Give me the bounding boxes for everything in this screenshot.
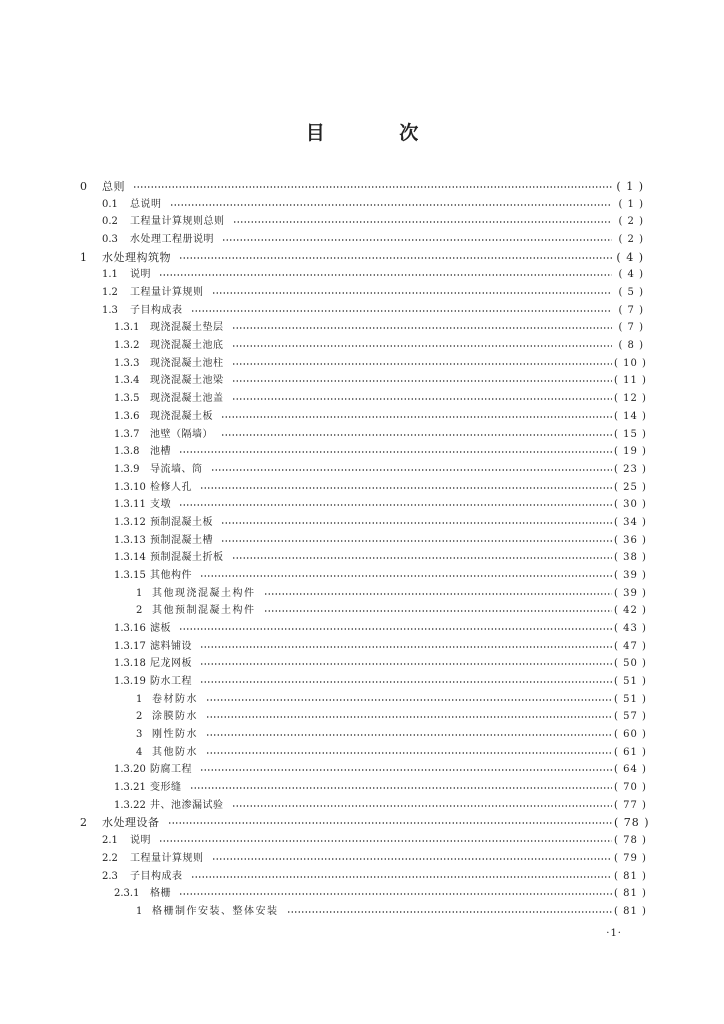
toc-entry-page: ( 78 ) [614,816,650,830]
toc-entry-page: ( 7 ) [618,304,644,316]
toc-leader-dots [200,480,612,496]
toc-entry-number: 3 [136,729,143,741]
toc-entry-page: ( 2 ) [618,234,644,246]
toc-leader-dots [222,232,612,248]
toc-entry-title: 尼龙网板 [150,658,192,670]
toc-entry-number: 1.3.9 [114,463,140,475]
page-number-footer: ·1· [606,928,622,939]
toc-entry[interactable] [0,815,724,831]
toc-entry-title: 检修人孔 [150,481,192,493]
toc-leader-dots [200,568,612,584]
toc-leader-dots [206,709,612,725]
toc-entry[interactable] [0,250,724,266]
toc-entry-page: ( 34 ) [614,516,647,528]
toc-entry-page: ( 2 ) [618,216,644,228]
toc-leader-dots [200,656,612,672]
toc-entry-number: 2.3 [102,870,118,882]
toc-entry-page: ( 81 ) [614,870,647,882]
toc-entry[interactable] [0,639,724,655]
page-title: 目 次 [305,122,453,144]
toc-entry[interactable] [0,515,724,531]
toc-entry[interactable] [0,762,724,778]
toc-leader-dots [221,533,612,549]
toc-leader-dots [232,373,612,389]
toc-entry-title: 卷材防水 [152,693,198,705]
toc-entry[interactable] [0,656,724,672]
toc-entry-number: 1 [136,587,143,599]
toc-entry-page: ( 43 ) [614,623,647,634]
toc-entry[interactable] [0,320,724,336]
toc-entry-page: ( 42 ) [614,605,647,617]
toc-entry-title: 工程量计算规则 [130,287,204,299]
toc-entry-title: 说明 [130,269,151,281]
toc-entry-number: 1.3.22 [114,799,146,811]
toc-entry-page: ( 61 ) [614,746,647,758]
toc-entry-page: ( 64 ) [614,764,647,776]
toc-entry[interactable] [0,391,724,407]
toc-entry-title: 现浇混凝土垫层 [150,322,224,334]
toc-entry[interactable] [0,603,724,619]
toc-entry-number: 1.3.18 [114,658,146,670]
toc-entry-page: ( 7 ) [618,322,644,334]
toc-leader-dots [232,550,612,566]
toc-entry-title: 支墩 [150,499,171,511]
toc-entry-number: 1.1 [102,269,118,281]
toc-entry-title: 其他构件 [150,569,192,581]
toc-leader-dots [159,833,612,849]
toc-entry-number: 1.3.10 [114,481,146,493]
toc-entry[interactable] [0,409,724,425]
toc-entry-title: 涂膜防水 [152,711,198,723]
toc-entry[interactable] [0,179,724,195]
toc-entry-title: 井、池渗漏试验 [150,799,224,811]
toc-entry-number: 1.3.21 [114,782,146,794]
toc-entry-title: 现浇混凝土池盖 [150,393,224,405]
toc-leader-dots [200,639,612,655]
toc-entry-title: 滤料铺设 [150,640,192,652]
toc-entry[interactable] [0,462,724,478]
toc-entry-title: 总则 [102,180,125,193]
toc-entry-title: 工程量计算规则 [130,852,204,864]
toc-leader-dots [159,267,612,283]
toc-leader-dots [233,214,612,230]
toc-leader-dots [206,745,612,761]
toc-leader-dots [200,762,612,778]
toc-leader-dots [221,409,612,425]
toc-entry-page: ( 39 ) [614,587,647,599]
toc-entry[interactable] [0,780,724,796]
toc-entry-title: 变形缝 [150,782,182,794]
toc-entry[interactable] [0,568,724,584]
toc-entry-title: 其他防水 [152,746,198,758]
toc-entry[interactable] [0,674,724,690]
toc-entry-title: 预制混凝土槽 [150,534,213,546]
toc-leader-dots [264,586,612,602]
toc-entry-number: 1.3.3 [114,357,140,369]
toc-entry-number: 1.2 [102,287,118,299]
toc-entry[interactable] [0,886,724,902]
toc-entry[interactable] [0,833,724,849]
toc-entry-number: 0.2 [102,216,118,228]
toc-entry-number: 2.3.1 [114,888,140,900]
toc-entry-page: ( 4 ) [618,269,644,281]
toc-entry-number: 1.3.20 [114,764,146,776]
toc-leader-dots [212,851,612,867]
toc-entry[interactable] [0,427,724,443]
toc-leader-dots [170,197,612,213]
toc-leader-dots [179,444,612,460]
toc-entry-page: ( 81 ) [614,905,647,917]
toc-leader-dots [206,727,612,743]
toc-entry-number: 0 [80,180,87,193]
toc-entry-page: ( 30 ) [614,499,647,511]
toc-entry[interactable] [0,851,724,867]
toc-entry-page: ( 5 ) [618,287,644,299]
toc-entry[interactable] [0,373,724,389]
toc-entry-page: ( 10 ) [614,357,647,369]
toc-entry[interactable] [0,214,724,230]
toc-entry-page: ( 51 ) [614,676,647,688]
toc-leader-dots [179,250,612,266]
toc-entry-page: ( 11 ) [614,375,647,387]
toc-entry-title: 现浇混凝土池梁 [150,375,224,387]
toc-entry-number: 1 [136,905,143,917]
toc-entry[interactable] [0,497,724,513]
toc-entry-page: ( 23 ) [614,463,647,475]
toc-entry-number: 1.3.19 [114,676,146,688]
toc-leader-dots [232,391,612,407]
toc-leader-dots [287,904,612,920]
toc-entry-number: 1 [136,693,143,705]
toc-entry-number: 2 [80,816,87,830]
toc-entry-title: 其他预制混凝土构件 [152,605,256,617]
toc-entry[interactable] [0,533,724,549]
toc-entry-number: 2 [136,605,143,617]
toc-entry-page: ( 60 ) [614,729,647,741]
toc-leader-dots [221,427,612,443]
toc-entry-number: 1.3.8 [114,446,140,458]
toc-leader-dots [190,780,612,796]
toc-entry-title: 水处理工程册说明 [130,234,214,246]
toc-leader-dots [232,338,612,354]
toc-leader-dots [212,285,612,301]
toc-entry-number: 1.3.6 [114,410,140,422]
toc-entry-page: ( 79 ) [614,852,647,864]
toc-entry-page: ( 50 ) [614,658,647,670]
toc-entry[interactable] [0,267,724,283]
toc-entry-title: 预制混凝土板 [150,516,213,528]
toc-entry-number: 1.3.15 [114,569,146,581]
toc-entry-page: ( 12 ) [614,393,647,405]
toc-leader-dots [264,603,612,619]
toc-leader-dots [168,815,612,831]
toc-entry-title: 现浇混凝土板 [150,410,213,422]
toc-entry-page: ( 1 ) [618,198,644,210]
toc-entry[interactable] [0,869,724,885]
toc-entry-title: 说明 [130,835,151,847]
toc-entry-title: 池壁（隔墙） [150,428,213,440]
toc-entry-number: 1.3.17 [114,640,146,652]
toc-entry-page: ( 77 ) [614,799,647,811]
toc-entry-page: ( 57 ) [614,711,647,723]
toc-entry-page: ( 70 ) [614,782,647,794]
toc-leader-dots [191,303,612,319]
toc-entry[interactable] [0,550,724,566]
toc-entry-title: 刚性防水 [152,729,198,741]
toc-entry[interactable] [0,232,724,248]
toc-leader-dots [232,320,612,336]
toc-entry-page: ( 8 ) [618,340,644,352]
toc-entry-number: 1.3.14 [114,552,146,564]
toc-entry-number: 1 [80,250,87,264]
toc-entry[interactable] [0,480,724,496]
toc-leader-dots [232,356,612,372]
toc-entry-title: 防腐工程 [150,764,192,776]
toc-entry-number: 2.2 [102,852,118,864]
toc-entry[interactable] [0,709,724,725]
toc-entry-page: ( 39 ) [614,569,647,581]
toc-entry-title: 总说明 [130,198,162,210]
toc-entry[interactable] [0,745,724,761]
toc-entry-number: 4 [136,746,143,758]
toc-entry-page: ( 47 ) [614,640,647,652]
toc-entry-number: 1.3.13 [114,534,146,546]
toc-entry-number: 1.3.2 [114,340,140,352]
toc-entry-number: 0.3 [102,234,118,246]
toc-entry[interactable] [0,621,724,637]
toc-entry-title: 池槽 [150,446,171,458]
toc-entry-page: ( 15 ) [614,428,647,440]
toc-entry-number: 0.1 [102,198,118,210]
toc-entry-title: 预制混凝土折板 [150,552,224,564]
toc-entry-number: 1.3.7 [114,428,140,440]
toc-entry[interactable] [0,727,724,743]
toc-entry-number: 1.3.4 [114,375,140,387]
toc-entry[interactable] [0,444,724,460]
toc-entry[interactable] [0,586,724,602]
toc-leader-dots [179,886,612,902]
toc-entry-title: 格栅 [150,888,171,900]
toc-entry-title: 现浇混凝土池柱 [150,357,224,369]
toc-entry-page: ( 36 ) [614,534,647,546]
toc-entry-page: ( 1 ) [616,180,644,193]
toc-entry-number: 1.3.1 [114,322,140,334]
toc-entry[interactable] [0,798,724,814]
toc-entry-number: 1.3.5 [114,393,140,405]
toc-entry-title: 水处理设备 [102,816,160,830]
toc-entry[interactable] [0,303,724,319]
toc-entry-page: ( 81 ) [614,888,647,900]
toc-entry-number: 1.3 [102,304,118,316]
toc-entry-title: 水处理构筑物 [102,250,171,264]
toc-entry-title: 导流墙、筒 [150,463,203,475]
toc-entry[interactable] [0,338,724,354]
toc-entry-page: ( 19 ) [614,446,647,458]
toc-entry-number: 1.3.16 [114,623,146,634]
toc-leader-dots [133,179,612,195]
toc-leader-dots [191,869,612,885]
toc-leader-dots [200,674,612,690]
toc-leader-dots [232,798,612,814]
toc-leader-dots [179,497,612,513]
toc-entry-title: 现浇混凝土池底 [150,340,224,352]
toc-entry-page: ( 38 ) [614,552,647,564]
toc-entry[interactable] [0,904,724,920]
toc-entry-page: ( 4 ) [616,250,644,264]
toc-entry-title: 防水工程 [150,676,192,688]
toc-entry-page: ( 51 ) [614,693,647,705]
toc-entry-title: 其他现浇混凝土构件 [152,587,256,599]
toc-entry-page: ( 25 ) [614,481,647,493]
toc-entry[interactable] [0,197,724,213]
toc-entry-number: 2.1 [102,835,118,847]
toc-entry-title: 格栅制作安装、整体安装 [152,905,279,917]
toc-entry[interactable] [0,692,724,708]
toc-leader-dots [206,692,612,708]
toc-entry-page: ( 78 ) [614,835,647,847]
toc-entry-page: ( 14 ) [614,410,647,422]
toc-entry-title: 子目构成表 [130,304,183,316]
toc-leader-dots [211,462,612,478]
toc-entry[interactable] [0,285,724,301]
toc-entry-title: 滤板 [150,623,171,634]
toc-entry-number: 1.3.12 [114,516,146,528]
toc-leader-dots [221,515,612,531]
toc-entry-number: 1.3.11 [114,499,146,511]
toc-entry-title: 子目构成表 [130,870,183,882]
toc-leader-dots [179,621,612,637]
toc-entry-title: 工程量计算规则总则 [130,216,225,228]
toc-entry[interactable] [0,356,724,372]
toc-entry-number: 2 [136,711,143,723]
